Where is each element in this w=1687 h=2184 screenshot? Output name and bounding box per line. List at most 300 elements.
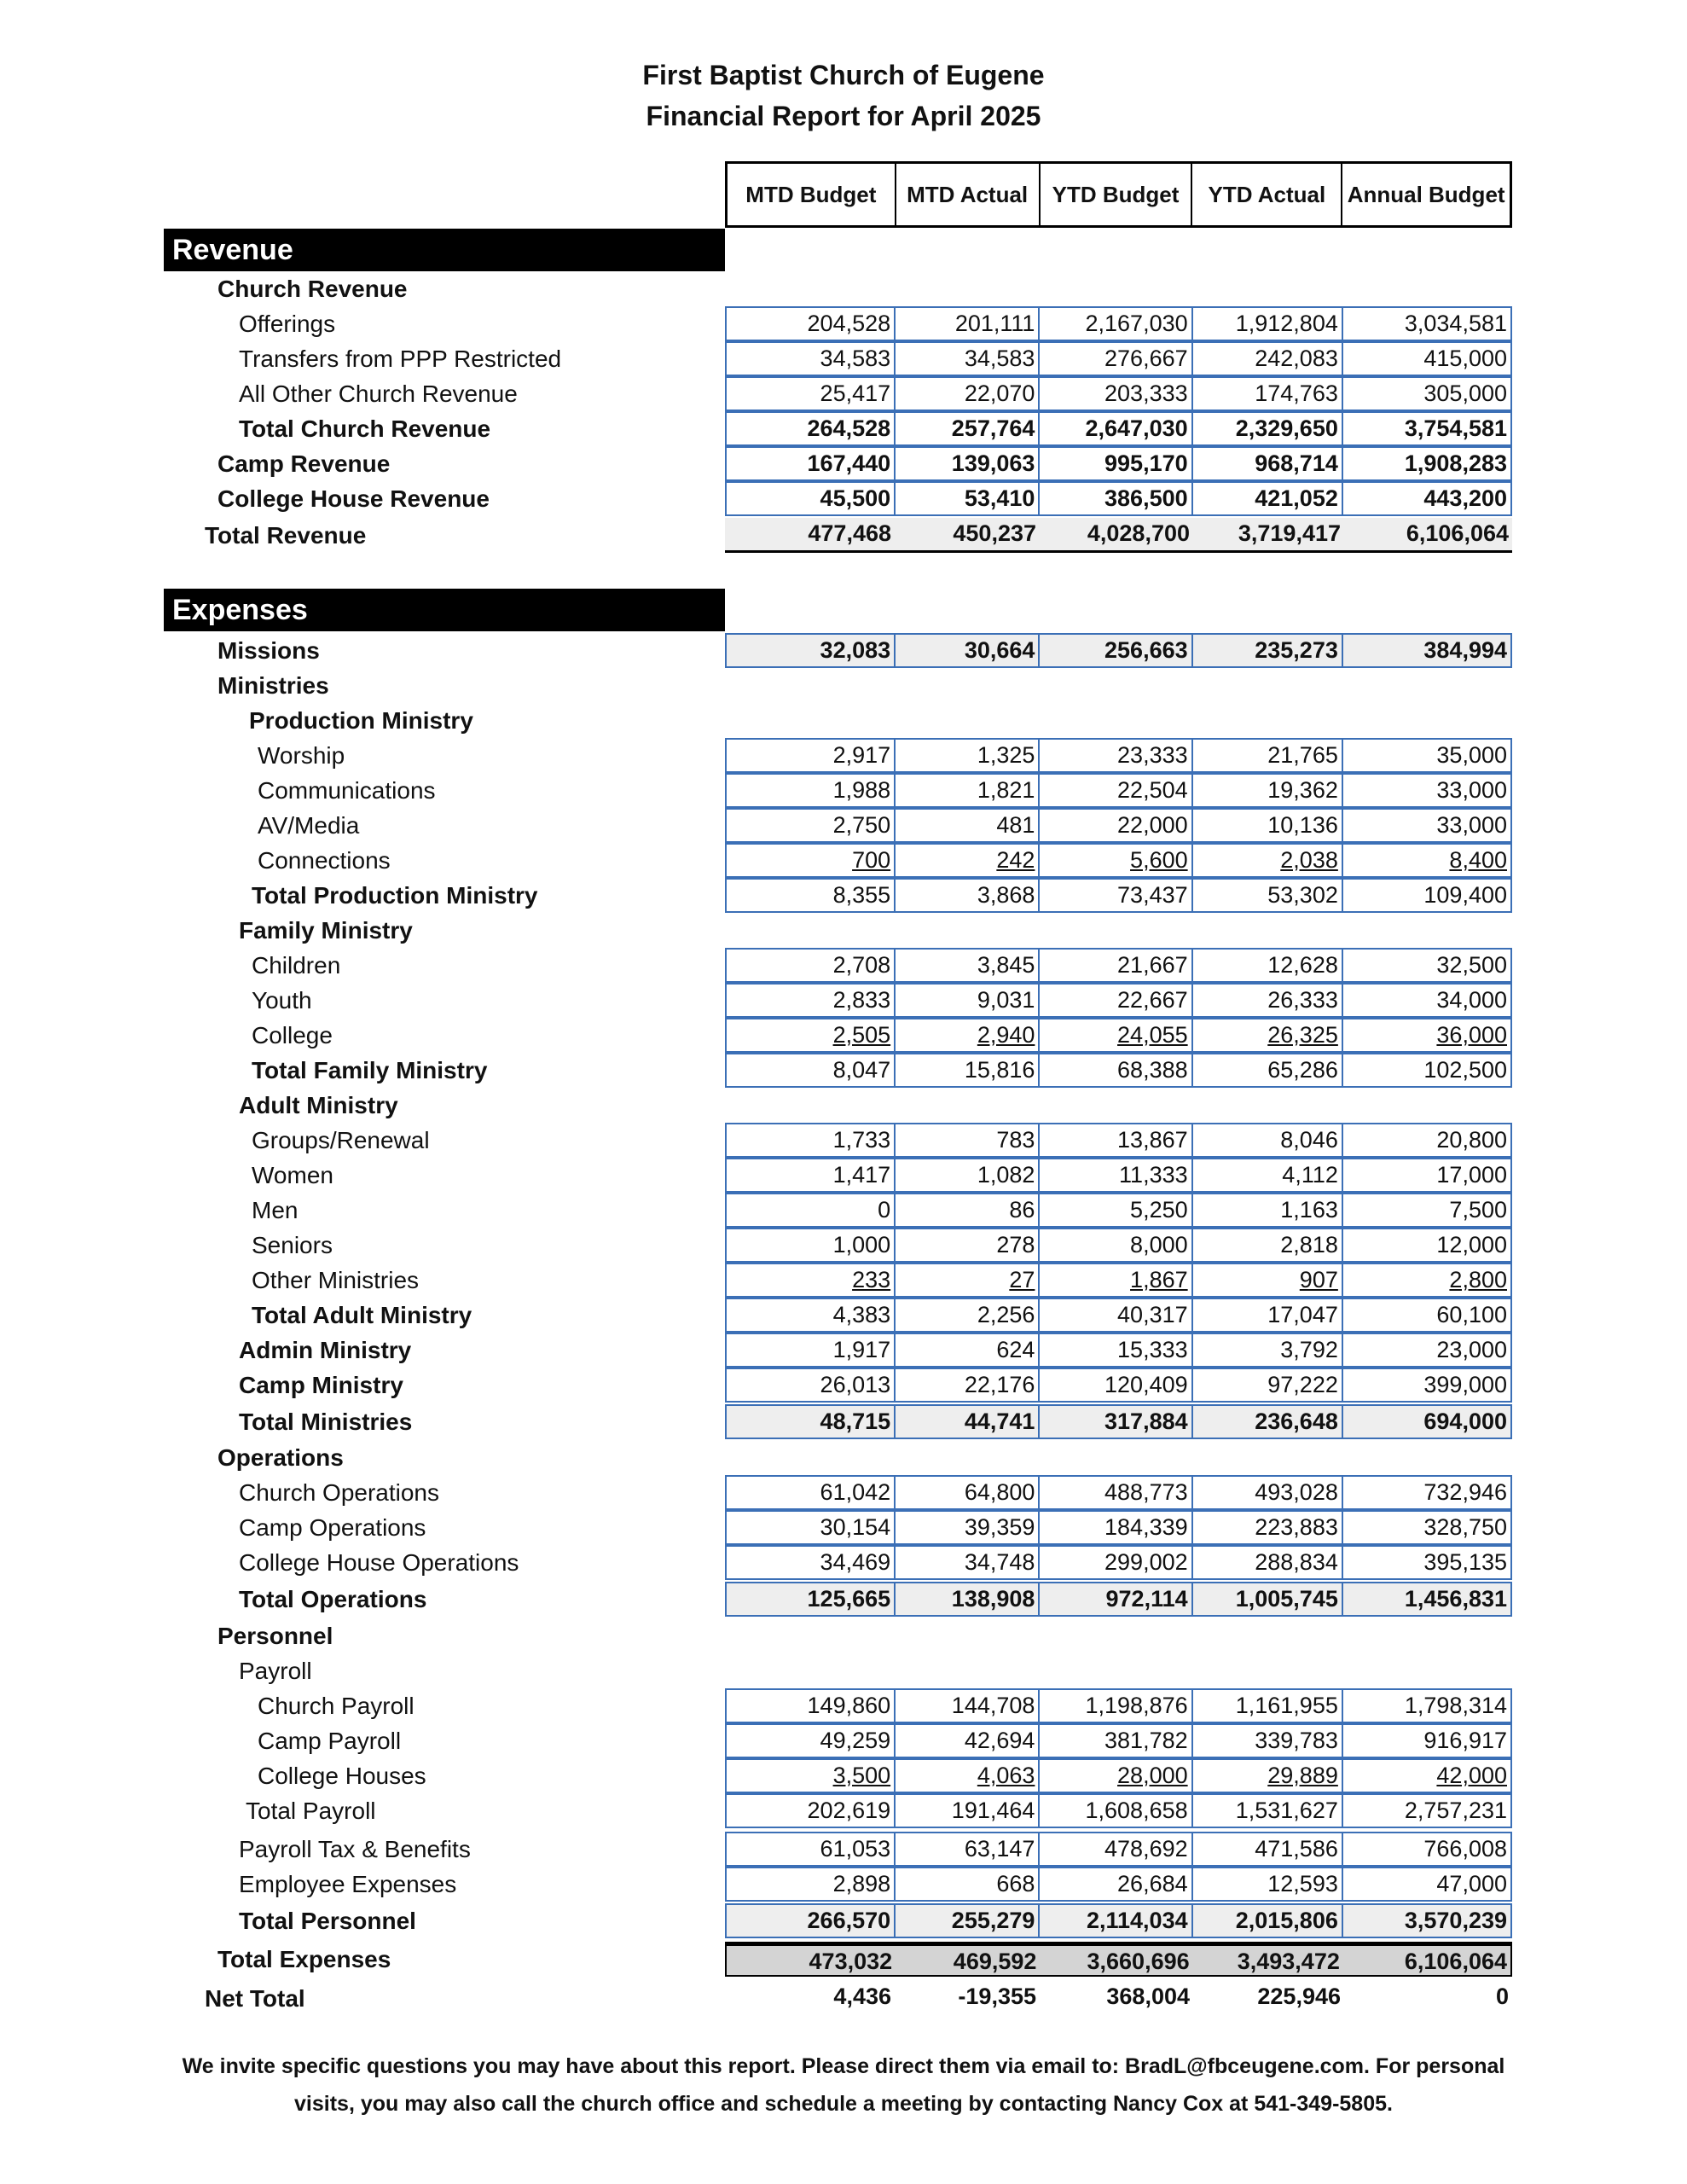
cell-value: 2,015,806 xyxy=(1235,1908,1338,1933)
row-label: Total Revenue xyxy=(205,522,367,549)
cell-value: 139,063 xyxy=(951,450,1035,476)
cell-value: 3,034,581 xyxy=(1404,311,1507,336)
cell-value: 2,898 xyxy=(832,1871,891,1896)
cell-ytd-budget xyxy=(1040,810,1192,841)
cell-ytd-actual xyxy=(1193,950,1343,981)
row-values xyxy=(725,446,1512,481)
cell-value: 23,000 xyxy=(1436,1337,1507,1362)
cell-ytd-actual xyxy=(1193,378,1343,410)
cell-value: 12,000 xyxy=(1436,1232,1507,1258)
column-header-row xyxy=(725,161,1512,228)
cell-value: 42,000 xyxy=(1436,1763,1507,1788)
cell-ytd-actual xyxy=(1193,635,1343,666)
cell-ytd-budget xyxy=(1040,1690,1192,1722)
cell-value: 34,583 xyxy=(964,346,1035,371)
row-label: Ministries xyxy=(217,672,329,699)
cell-value: 61,053 xyxy=(820,1836,891,1862)
cell-value: 34,748 xyxy=(964,1549,1035,1575)
cell-ytd-budget xyxy=(1040,1512,1192,1543)
cell-value: 3,500 xyxy=(832,1763,891,1788)
row-label: Operations xyxy=(217,1444,344,1471)
row-values xyxy=(725,1942,1512,1977)
cell-ytd-budget xyxy=(1040,1833,1192,1865)
row-values xyxy=(725,1688,1512,1723)
cell-ytd-budget xyxy=(1040,1725,1192,1757)
cell-mtd-budget xyxy=(727,1760,896,1792)
cell-value: 2,708 xyxy=(832,952,891,978)
cell-ytd-actual xyxy=(1193,985,1343,1016)
row-transfers-from-ppp-restricted xyxy=(0,341,1687,376)
cell-mtd-budget xyxy=(727,1229,896,1261)
cell-mtd-actual xyxy=(896,1583,1040,1615)
row-label: All Other Church Revenue xyxy=(239,380,518,407)
cell-annual-budget xyxy=(1343,1760,1510,1792)
cell-ytd-budget xyxy=(1040,1159,1192,1191)
cell-mtd-budget xyxy=(727,1019,896,1051)
cell-ytd-actual xyxy=(1193,518,1344,550)
cell-annual-budget xyxy=(1343,1547,1510,1578)
cell-value: 1,325 xyxy=(977,742,1035,768)
cell-annual-budget xyxy=(1343,1194,1510,1226)
cell-value: 3,792 xyxy=(1280,1337,1338,1362)
cell-value: 1,000 xyxy=(832,1232,891,1258)
row-values xyxy=(725,843,1512,878)
cell-value: 1,198,876 xyxy=(1085,1693,1188,1718)
row-adult-ministry xyxy=(0,1088,1687,1123)
cell-value: 328,750 xyxy=(1423,1514,1507,1540)
cell-value: 13,867 xyxy=(1117,1127,1188,1153)
cell-value: 415,000 xyxy=(1423,346,1507,371)
col-header-mtd-actual: MTD Actual xyxy=(896,164,1041,225)
cell-annual-budget xyxy=(1343,483,1510,514)
cell-value: 48,715 xyxy=(820,1409,891,1434)
cell-value: 257,764 xyxy=(951,415,1035,441)
cell-mtd-budget xyxy=(727,1905,896,1937)
cell-value: 2,940 xyxy=(977,1022,1035,1048)
cell-value: 34,000 xyxy=(1436,987,1507,1013)
cell-mtd-budget xyxy=(727,1264,896,1296)
cell-value: 22,667 xyxy=(1117,987,1188,1013)
row-av-media xyxy=(0,808,1687,843)
cell-mtd-actual xyxy=(896,1334,1040,1366)
row-values xyxy=(725,1510,1512,1545)
row-label: Production Ministry xyxy=(249,707,473,734)
cell-mtd-actual xyxy=(896,1019,1040,1051)
cell-annual-budget xyxy=(1343,1264,1510,1296)
cell-value: 1,005,745 xyxy=(1235,1586,1338,1612)
cell-value: 8,047 xyxy=(832,1057,891,1083)
row-label: Employee Expenses xyxy=(239,1871,457,1897)
cell-mtd-actual xyxy=(896,1833,1040,1865)
row-men xyxy=(0,1193,1687,1228)
cell-annual-budget xyxy=(1344,1981,1512,2016)
row-seniors xyxy=(0,1228,1687,1263)
row-church-payroll xyxy=(0,1688,1687,1723)
cell-value: 1,161,955 xyxy=(1235,1693,1338,1718)
cell-ytd-budget xyxy=(1040,1406,1192,1438)
cell-mtd-actual xyxy=(896,775,1040,806)
row-all-other-church-revenue xyxy=(0,376,1687,411)
row-total-expenses xyxy=(0,1942,1687,1977)
cell-value: 25,417 xyxy=(820,380,891,406)
row-values xyxy=(725,948,1512,983)
row-payroll xyxy=(0,1653,1687,1688)
cell-mtd-budget xyxy=(727,950,896,981)
cell-ytd-budget xyxy=(1040,1124,1192,1156)
cell-mtd-budget xyxy=(727,985,896,1016)
cell-value: 1,912,804 xyxy=(1235,311,1338,336)
cell-mtd-budget xyxy=(727,1833,896,1865)
cell-mtd-budget xyxy=(727,1406,896,1438)
row-label: AV/Media xyxy=(258,812,360,839)
cell-value: 9,031 xyxy=(977,987,1035,1013)
row-women xyxy=(0,1158,1687,1193)
row-worship xyxy=(0,738,1687,773)
row-values xyxy=(725,1018,1512,1053)
cell-value: 471,586 xyxy=(1255,1836,1338,1862)
cell-ytd-budget xyxy=(1040,1229,1192,1261)
cell-ytd-actual xyxy=(1193,1334,1343,1366)
cell-mtd-budget xyxy=(727,845,896,876)
cell-value: 481 xyxy=(996,812,1035,838)
cell-mtd-actual xyxy=(896,1547,1040,1578)
col-header-ytd-budget: YTD Budget xyxy=(1041,164,1193,225)
row-values xyxy=(725,518,1512,553)
cell-value: 968,714 xyxy=(1255,450,1338,476)
cell-value: 732,946 xyxy=(1423,1479,1507,1505)
cell-value: 19,362 xyxy=(1267,777,1338,803)
row-values xyxy=(725,1545,1512,1580)
cell-value: 102,500 xyxy=(1423,1057,1507,1083)
cell-ytd-actual xyxy=(1193,1583,1343,1615)
cell-annual-budget xyxy=(1343,1369,1510,1401)
cell-ytd-actual xyxy=(1193,1229,1343,1261)
cell-ytd-actual xyxy=(1193,1981,1344,2016)
cell-value: 24,055 xyxy=(1117,1022,1188,1048)
cell-mtd-actual xyxy=(896,1124,1040,1156)
cell-value: 7,500 xyxy=(1449,1197,1507,1223)
row-values xyxy=(725,1368,1512,1403)
cell-value: 477,468 xyxy=(808,520,891,546)
cell-mtd-budget xyxy=(727,343,896,375)
cell-ytd-budget xyxy=(1040,1299,1192,1331)
cell-value: 27 xyxy=(1009,1267,1035,1292)
row-label: Total Production Ministry xyxy=(252,882,538,909)
cell-ytd-budget xyxy=(1040,1054,1192,1086)
row-values xyxy=(725,808,1512,843)
row-payroll-tax-and-benefits xyxy=(0,1832,1687,1867)
row-camp-operations xyxy=(0,1510,1687,1545)
cell-mtd-actual xyxy=(896,1795,1040,1827)
cell-mtd-actual xyxy=(896,740,1040,771)
cell-mtd-budget xyxy=(727,1477,896,1508)
cell-ytd-actual xyxy=(1193,1868,1343,1900)
cell-mtd-actual xyxy=(896,1512,1040,1543)
cell-annual-budget xyxy=(1344,518,1512,550)
row-camp-payroll xyxy=(0,1723,1687,1758)
cell-mtd-actual xyxy=(896,343,1040,375)
cell-value: 299,002 xyxy=(1104,1549,1188,1575)
cell-value: 23,333 xyxy=(1117,742,1188,768)
cell-value: 0 xyxy=(878,1197,891,1223)
row-other-ministries xyxy=(0,1263,1687,1298)
cell-mtd-budget xyxy=(727,1725,896,1757)
row-offerings xyxy=(0,306,1687,341)
cell-value: 184,339 xyxy=(1104,1514,1188,1540)
cell-mtd-actual xyxy=(896,1264,1040,1296)
cell-value: 21,765 xyxy=(1267,742,1338,768)
cell-ytd-budget xyxy=(1040,1264,1192,1296)
cell-mtd-actual xyxy=(895,1981,1040,2016)
cell-value: 68,388 xyxy=(1117,1057,1188,1083)
cell-annual-budget xyxy=(1343,1019,1510,1051)
row-label: Personnel xyxy=(217,1623,333,1649)
row-personnel xyxy=(0,1618,1687,1653)
cell-value: 2,800 xyxy=(1449,1267,1507,1292)
cell-ytd-actual xyxy=(1193,1264,1343,1296)
cell-value: 33,000 xyxy=(1436,812,1507,838)
cell-annual-budget xyxy=(1343,1725,1510,1757)
row-label: Communications xyxy=(258,777,436,804)
cell-value: 6,106,064 xyxy=(1406,520,1509,546)
cell-ytd-budget xyxy=(1040,518,1193,550)
cell-value: 256,663 xyxy=(1104,637,1188,663)
expenses-section-bar: Expenses xyxy=(164,589,725,631)
cell-mtd-budget xyxy=(727,1054,896,1086)
cell-ytd-budget xyxy=(1040,1194,1192,1226)
cell-value: 167,440 xyxy=(807,450,891,476)
cell-annual-budget xyxy=(1343,1795,1510,1827)
cell-mtd-budget xyxy=(727,740,896,771)
cell-ytd-budget xyxy=(1040,845,1192,876)
cell-value: 4,063 xyxy=(977,1763,1035,1788)
cell-ytd-budget xyxy=(1040,308,1192,340)
cell-value: 783 xyxy=(996,1127,1035,1153)
cell-value: 276,667 xyxy=(1104,346,1188,371)
cell-value: 2,647,030 xyxy=(1085,415,1188,441)
cell-value: 63,147 xyxy=(964,1836,1035,1862)
row-label: Net Total xyxy=(205,1985,305,2012)
cell-ytd-budget xyxy=(1040,448,1192,479)
row-camp-ministry xyxy=(0,1368,1687,1403)
report-subtitle: Financial Report for April 2025 xyxy=(646,101,1041,131)
row-values xyxy=(725,1723,1512,1758)
row-college-house-operations xyxy=(0,1545,1687,1580)
row-values xyxy=(725,1981,1512,2016)
col-header-annual-budget: Annual Budget xyxy=(1347,181,1505,207)
cell-value: 40,317 xyxy=(1117,1302,1188,1327)
cell-value: 53,410 xyxy=(964,485,1035,511)
cell-annual-budget xyxy=(1343,775,1510,806)
cell-mtd-budget xyxy=(727,810,896,841)
cell-ytd-budget xyxy=(1040,985,1192,1016)
cell-value: 386,500 xyxy=(1104,485,1188,511)
row-label: Women xyxy=(252,1162,333,1188)
row-values xyxy=(725,983,1512,1018)
cell-ytd-actual xyxy=(1193,1795,1343,1827)
row-groups-renewal xyxy=(0,1123,1687,1158)
cell-mtd-budget xyxy=(727,1946,896,1975)
cell-ytd-actual xyxy=(1193,1760,1343,1792)
cell-annual-budget xyxy=(1343,810,1510,841)
cell-value: 34,469 xyxy=(820,1549,891,1575)
row-values xyxy=(725,1903,1512,1938)
cell-mtd-actual xyxy=(896,1905,1040,1937)
cell-value: 1,417 xyxy=(832,1162,891,1188)
cell-value: 28,000 xyxy=(1117,1763,1188,1788)
cell-value: 17,047 xyxy=(1267,1302,1338,1327)
cell-value: 2,505 xyxy=(832,1022,891,1048)
cell-value: 2,750 xyxy=(832,812,891,838)
cell-mtd-actual xyxy=(896,1054,1040,1086)
cell-value: 202,619 xyxy=(807,1798,891,1823)
cell-mtd-actual xyxy=(896,1868,1040,1900)
cell-annual-budget xyxy=(1343,1299,1510,1331)
cell-mtd-budget xyxy=(727,1334,896,1366)
cell-value: 264,528 xyxy=(807,415,891,441)
cell-mtd-actual xyxy=(896,1194,1040,1226)
cell-value: 174,763 xyxy=(1255,380,1338,406)
cell-annual-budget xyxy=(1343,1159,1510,1191)
cell-ytd-budget xyxy=(1040,740,1192,771)
row-ministries xyxy=(0,668,1687,703)
cell-mtd-actual xyxy=(896,845,1040,876)
cell-ytd-actual xyxy=(1193,1054,1343,1086)
row-missions xyxy=(0,633,1687,668)
cell-value: 2,167,030 xyxy=(1085,311,1188,336)
row-label: Offerings xyxy=(239,311,336,337)
row-values xyxy=(725,1867,1512,1902)
cell-value: 12,628 xyxy=(1267,952,1338,978)
cell-mtd-budget xyxy=(727,1299,896,1331)
cell-value: 201,111 xyxy=(954,311,1035,336)
row-values xyxy=(725,1158,1512,1193)
cell-ytd-budget xyxy=(1040,483,1192,514)
cell-value: 4,383 xyxy=(832,1302,891,1327)
row-values xyxy=(725,633,1512,668)
cell-value: 3,660,696 xyxy=(1087,1949,1190,1974)
cell-value: 1,867 xyxy=(1130,1267,1188,1292)
cell-value: 204,528 xyxy=(807,311,891,336)
row-values xyxy=(725,1193,1512,1228)
cell-annual-budget xyxy=(1343,845,1510,876)
cell-value: 12,593 xyxy=(1267,1871,1338,1896)
cell-value: 22,070 xyxy=(964,380,1035,406)
row-label: Total Personnel xyxy=(239,1908,416,1934)
cell-value: 266,570 xyxy=(807,1908,891,1933)
cell-ytd-budget xyxy=(1040,1334,1192,1366)
cell-ytd-budget xyxy=(1040,635,1192,666)
cell-ytd-actual xyxy=(1193,1019,1343,1051)
cell-value: 17,000 xyxy=(1436,1162,1507,1188)
col-header-ytd-actual: YTD Actual xyxy=(1192,164,1342,225)
row-label: Church Revenue xyxy=(217,276,408,302)
row-label: Transfers from PPP Restricted xyxy=(239,346,562,372)
cell-mtd-actual xyxy=(896,1406,1040,1438)
cell-value: 1,733 xyxy=(832,1127,891,1153)
cell-value: 1,917 xyxy=(832,1337,891,1362)
row-children xyxy=(0,948,1687,983)
cell-value: 22,504 xyxy=(1117,777,1188,803)
cell-ytd-budget xyxy=(1040,1369,1192,1401)
row-label: Adult Ministry xyxy=(239,1092,398,1118)
cell-mtd-budget xyxy=(727,635,896,666)
cell-mtd-actual xyxy=(896,950,1040,981)
cell-mtd-actual xyxy=(896,1760,1040,1792)
cell-value: 8,000 xyxy=(1130,1232,1188,1258)
cell-value: 44,741 xyxy=(964,1409,1035,1434)
cell-value: 1,908,283 xyxy=(1404,450,1507,476)
row-values xyxy=(725,1053,1512,1088)
cell-value: 384,994 xyxy=(1423,637,1507,663)
cell-value: 1,608,658 xyxy=(1085,1798,1188,1823)
row-total-production-ministry xyxy=(0,878,1687,913)
cell-value: 488,773 xyxy=(1104,1479,1188,1505)
cell-annual-budget xyxy=(1343,985,1510,1016)
cell-ytd-budget xyxy=(1040,1760,1192,1792)
cell-value: 30,154 xyxy=(820,1514,891,1540)
cell-value: 29,889 xyxy=(1267,1763,1338,1788)
cell-value: 10,136 xyxy=(1267,812,1338,838)
cell-value: 339,783 xyxy=(1255,1728,1338,1753)
row-values xyxy=(725,411,1512,446)
cell-value: 26,325 xyxy=(1267,1022,1338,1048)
cell-mtd-actual xyxy=(896,308,1040,340)
row-values xyxy=(725,773,1512,808)
cell-annual-budget xyxy=(1343,1946,1510,1975)
cell-value: 2,038 xyxy=(1280,847,1338,873)
cell-value: 8,400 xyxy=(1449,847,1507,873)
cell-value: 60,100 xyxy=(1436,1302,1507,1327)
cell-annual-budget xyxy=(1343,1905,1510,1937)
cell-value: 73,437 xyxy=(1117,882,1188,908)
cell-ytd-budget xyxy=(1040,1795,1192,1827)
cell-ytd-actual xyxy=(1193,1299,1343,1331)
row-youth xyxy=(0,983,1687,1018)
cell-value: 138,908 xyxy=(951,1586,1035,1612)
cell-value: 125,665 xyxy=(807,1586,891,1612)
row-total-personnel xyxy=(0,1903,1687,1938)
row-values xyxy=(725,1832,1512,1867)
cell-mtd-budget xyxy=(727,413,896,444)
cell-mtd-budget xyxy=(727,1512,896,1543)
cell-value: 203,333 xyxy=(1104,380,1188,406)
report-title: First Baptist Church of Eugene xyxy=(642,60,1045,90)
row-label: Children xyxy=(252,952,341,979)
cell-ytd-budget xyxy=(1040,378,1192,410)
cell-value: 2,329,650 xyxy=(1235,415,1338,441)
cell-mtd-budget xyxy=(727,1583,896,1615)
cell-value: 399,000 xyxy=(1423,1372,1507,1397)
cell-value: 493,028 xyxy=(1255,1479,1338,1505)
cell-ytd-actual xyxy=(1193,343,1343,375)
cell-value: 443,200 xyxy=(1423,485,1507,511)
cell-mtd-budget xyxy=(727,775,896,806)
cell-value: 32,083 xyxy=(820,637,891,663)
cell-mtd-budget xyxy=(725,1981,895,2016)
cell-ytd-budget xyxy=(1040,950,1192,981)
cell-mtd-actual xyxy=(896,413,1040,444)
row-college-house-revenue xyxy=(0,481,1687,516)
row-label: Total Operations xyxy=(239,1586,427,1612)
cell-annual-budget xyxy=(1343,740,1510,771)
row-label: Missions xyxy=(217,637,320,664)
cell-annual-budget xyxy=(1343,308,1510,340)
cell-annual-budget xyxy=(1343,950,1510,981)
cell-value: 469,592 xyxy=(953,1949,1037,1974)
cell-ytd-actual xyxy=(1193,1547,1343,1578)
cell-annual-budget xyxy=(1343,880,1510,911)
